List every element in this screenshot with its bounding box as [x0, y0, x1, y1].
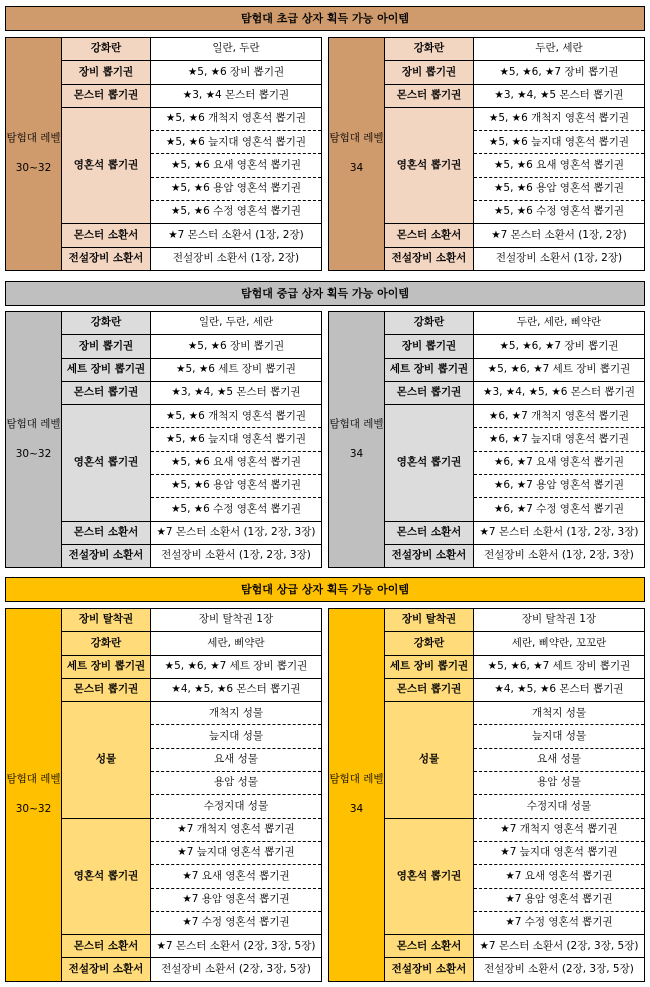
item-value-cell: ★3, ★4, ★5 몬스터 뽑기권 — [474, 84, 645, 107]
item-value-cell: ★7 용암 영혼석 뽑기권 — [474, 888, 645, 911]
category-cell: 몬스터 뽑기권 — [62, 84, 151, 107]
section-title: 탐험대 초급 상자 획득 가능 아이템 — [5, 6, 645, 31]
level-range: 34 — [349, 802, 364, 815]
category-cell: 강화란 — [62, 312, 151, 335]
table-row — [329, 312, 645, 335]
category-cell: 몬스터 뽑기권 — [62, 381, 151, 404]
item-value-cell: ★6, ★7 수정 영혼석 뽑기권 — [474, 498, 645, 521]
item-value-cell: ★3, ★4, ★5 몬스터 뽑기권 — [151, 381, 322, 404]
item-value-cell: ★5, ★6 개척지 영혼석 뽑기권 — [474, 107, 645, 130]
item-value-cell: ★7 몬스터 소환서 (2장, 3장, 5장) — [474, 935, 645, 958]
category-cell: 영혼석 뽑기권 — [385, 405, 474, 521]
item-value-cell: ★7 요새 영혼석 뽑기권 — [474, 865, 645, 888]
item-value-cell: ★4, ★5, ★6 몬스터 뽑기권 — [474, 678, 645, 701]
item-value-cell: ★5, ★6 요새 영혼석 뽑기권 — [474, 154, 645, 177]
item-value-cell: ★5, ★6 늪지대 영혼석 뽑기권 — [151, 428, 322, 451]
category-cell: 영혼석 뽑기권 — [62, 405, 151, 521]
section-title: 탐험대 상급 상자 획득 가능 아이템 — [5, 577, 645, 602]
category-cell: 장비 탈착권 — [62, 609, 151, 632]
category-cell: 영혼석 뽑기권 — [385, 818, 474, 934]
item-value-cell: ★5, ★6 용암 영혼석 뽑기권 — [474, 177, 645, 200]
category-cell: 장비 뽑기권 — [62, 335, 151, 358]
item-value-cell: 일란, 두란 — [151, 38, 322, 61]
category-cell: 강화란 — [62, 38, 151, 61]
item-table-left — [5, 311, 322, 568]
level-range: 30~32 — [15, 447, 52, 460]
item-value-cell: ★5, ★6 수정 영혼석 뽑기권 — [151, 498, 322, 521]
item-value-cell: ★7 수정 영혼석 뽑기권 — [151, 911, 322, 934]
level-label: 탐험대 레벨 — [329, 773, 384, 786]
category-cell: 성물 — [385, 702, 474, 818]
item-value-cell: ★6, ★7 늪지대 영혼석 뽑기권 — [474, 428, 645, 451]
item-value-cell: ★5, ★6, ★7 세트 장비 뽑기권 — [474, 655, 645, 678]
item-value-cell: ★5, ★6, ★7 장비 뽑기권 — [474, 335, 645, 358]
category-cell: 강화란 — [385, 38, 474, 61]
item-value-cell: ★7 요새 영혼석 뽑기권 — [151, 865, 322, 888]
item-value-cell: 용암 성물 — [151, 772, 322, 795]
category-cell: 몬스터 소환서 — [62, 935, 151, 958]
item-value-cell: ★6, ★7 용암 영혼석 뽑기권 — [474, 475, 645, 498]
item-value-cell: 장비 탈착권 1장 — [474, 609, 645, 632]
item-value-cell: ★7 늪지대 영혼석 뽑기권 — [474, 841, 645, 864]
item-value-cell: 요새 성물 — [474, 748, 645, 771]
item-value-cell: 늪지대 성물 — [151, 725, 322, 748]
item-value-cell: 용암 성물 — [474, 772, 645, 795]
item-value-cell: ★5, ★6 세트 장비 뽑기권 — [151, 358, 322, 381]
category-cell: 몬스터 뽑기권 — [385, 84, 474, 107]
level-cell — [329, 609, 385, 982]
table-row — [329, 38, 645, 61]
item-table-left — [5, 37, 322, 271]
item-value-cell: 전설장비 소환서 (2장, 3장, 5장) — [474, 958, 645, 981]
item-value-cell: 일란, 두란, 세란 — [151, 312, 322, 335]
level-label: 탐험대 레벨 — [329, 132, 384, 145]
category-cell: 전설장비 소환서 — [385, 958, 474, 981]
category-cell: 몬스터 소환서 — [62, 521, 151, 544]
item-value-cell: 수정지대 성물 — [474, 795, 645, 818]
category-cell: 강화란 — [385, 312, 474, 335]
item-value-cell: ★7 개척지 영혼석 뽑기권 — [151, 818, 322, 841]
item-value-cell: ★5, ★6, ★7 세트 장비 뽑기권 — [151, 655, 322, 678]
item-value-cell: ★5, ★6 늪지대 영혼석 뽑기권 — [474, 131, 645, 154]
level-cell — [329, 38, 385, 271]
item-value-cell: 전설장비 소환서 (1장, 2장, 3장) — [151, 544, 322, 567]
level-label: 탐험대 레벨 — [329, 418, 384, 431]
item-value-cell: 개척지 성물 — [151, 702, 322, 725]
item-value-cell: ★5, ★6 개척지 영혼석 뽑기권 — [151, 107, 322, 130]
level-range: 30~32 — [15, 161, 52, 174]
level-cell — [6, 312, 62, 568]
item-value-cell: ★7 몬스터 소환서 (1장, 2장, 3장) — [474, 521, 645, 544]
item-value-cell: ★3, ★4, ★5, ★6 몬스터 뽑기권 — [474, 381, 645, 404]
category-cell: 전설장비 소환서 — [385, 544, 474, 567]
category-cell: 영혼석 뽑기권 — [62, 818, 151, 934]
item-table-right — [328, 608, 645, 982]
category-cell: 몬스터 뽑기권 — [385, 381, 474, 404]
category-cell: 성물 — [62, 702, 151, 818]
item-value-cell: 개척지 성물 — [474, 702, 645, 725]
item-value-cell: ★4, ★5, ★6 몬스터 뽑기권 — [151, 678, 322, 701]
table-row — [6, 609, 322, 632]
item-value-cell: 두란, 세란, 삐약란 — [474, 312, 645, 335]
item-value-cell: 전설장비 소환서 (2장, 3장, 5장) — [151, 958, 322, 981]
item-value-cell: ★5, ★6 요새 영혼석 뽑기권 — [151, 451, 322, 474]
item-value-cell: ★3, ★4 몬스터 뽑기권 — [151, 84, 322, 107]
category-cell: 강화란 — [62, 632, 151, 655]
item-table-right — [328, 37, 645, 271]
category-cell: 몬스터 소환서 — [385, 935, 474, 958]
level-range: 34 — [349, 161, 364, 174]
table-row — [329, 609, 645, 632]
item-value-cell: 장비 탈착권 1장 — [151, 609, 322, 632]
item-value-cell: ★5, ★6 용암 영혼석 뽑기권 — [151, 475, 322, 498]
item-value-cell: ★7 몬스터 소환서 (2장, 3장, 5장) — [151, 935, 322, 958]
item-value-cell: ★6, ★7 개척지 영혼석 뽑기권 — [474, 405, 645, 428]
category-cell: 장비 뽑기권 — [385, 61, 474, 84]
item-table-left — [5, 608, 322, 982]
category-cell: 몬스터 뽑기권 — [385, 678, 474, 701]
item-value-cell: ★5, ★6 요새 영혼석 뽑기권 — [151, 154, 322, 177]
category-cell: 몬스터 뽑기권 — [62, 678, 151, 701]
item-value-cell: ★6, ★7 요새 영혼석 뽑기권 — [474, 451, 645, 474]
item-value-cell: 늪지대 성물 — [474, 725, 645, 748]
category-cell: 세트 장비 뽑기권 — [385, 358, 474, 381]
category-cell: 강화란 — [385, 632, 474, 655]
item-value-cell: ★5, ★6 장비 뽑기권 — [151, 61, 322, 84]
category-cell: 전설장비 소환서 — [62, 247, 151, 270]
item-value-cell: ★7 몬스터 소환서 (1장, 2장) — [474, 224, 645, 247]
category-cell: 세트 장비 뽑기권 — [62, 655, 151, 678]
category-cell: 몬스터 소환서 — [385, 224, 474, 247]
item-value-cell: 전설장비 소환서 (1장, 2장, 3장) — [474, 544, 645, 567]
item-value-cell: ★5, ★6 늪지대 영혼석 뽑기권 — [151, 131, 322, 154]
level-cell — [6, 38, 62, 271]
item-value-cell: 세란, 삐약란, 꼬꼬란 — [474, 632, 645, 655]
item-value-cell: ★5, ★6 수정 영혼석 뽑기권 — [151, 201, 322, 224]
item-value-cell: 전설장비 소환서 (1장, 2장) — [151, 247, 322, 270]
category-cell: 세트 장비 뽑기권 — [62, 358, 151, 381]
category-cell: 장비 뽑기권 — [62, 61, 151, 84]
category-cell: 영혼석 뽑기권 — [62, 107, 151, 223]
item-value-cell: ★7 용암 영혼석 뽑기권 — [151, 888, 322, 911]
level-range: 34 — [349, 447, 364, 460]
table-row — [6, 312, 322, 335]
item-value-cell: ★5, ★6 용암 영혼석 뽑기권 — [151, 177, 322, 200]
item-value-cell: 요새 성물 — [151, 748, 322, 771]
table-row — [6, 38, 322, 61]
item-value-cell: ★7 늪지대 영혼석 뽑기권 — [151, 841, 322, 864]
level-cell — [6, 609, 62, 982]
category-cell: 세트 장비 뽑기권 — [385, 655, 474, 678]
item-value-cell: 두란, 세란 — [474, 38, 645, 61]
level-label: 탐험대 레벨 — [6, 773, 61, 786]
item-table-right — [328, 311, 645, 568]
category-cell: 몬스터 소환서 — [62, 224, 151, 247]
section-title: 탐험대 중급 상자 획득 가능 아이템 — [5, 281, 645, 306]
item-value-cell: 수정지대 성물 — [151, 795, 322, 818]
item-value-cell: ★7 수정 영혼석 뽑기권 — [474, 911, 645, 934]
item-value-cell: 세란, 삐약란 — [151, 632, 322, 655]
item-value-cell: ★5, ★6 장비 뽑기권 — [151, 335, 322, 358]
item-value-cell: 전설장비 소환서 (1장, 2장) — [474, 247, 645, 270]
item-value-cell: ★5, ★6 수정 영혼석 뽑기권 — [474, 201, 645, 224]
category-cell: 영혼석 뽑기권 — [385, 107, 474, 223]
level-label: 탐험대 레벨 — [6, 132, 61, 145]
item-value-cell: ★7 개척지 영혼석 뽑기권 — [474, 818, 645, 841]
category-cell: 몬스터 소환서 — [385, 521, 474, 544]
item-value-cell: ★5, ★6, ★7 세트 장비 뽑기권 — [474, 358, 645, 381]
item-value-cell: ★5, ★6, ★7 장비 뽑기권 — [474, 61, 645, 84]
item-value-cell: ★7 몬스터 소환서 (1장, 2장) — [151, 224, 322, 247]
category-cell: 전설장비 소환서 — [385, 247, 474, 270]
item-value-cell: ★7 몬스터 소환서 (1장, 2장, 3장) — [151, 521, 322, 544]
level-range: 30~32 — [15, 802, 52, 815]
item-value-cell: ★5, ★6 개척지 영혼석 뽑기권 — [151, 405, 322, 428]
category-cell: 장비 뽑기권 — [385, 335, 474, 358]
level-cell — [329, 312, 385, 568]
level-label: 탐험대 레벨 — [6, 418, 61, 431]
category-cell: 전설장비 소환서 — [62, 958, 151, 981]
category-cell: 전설장비 소환서 — [62, 544, 151, 567]
category-cell: 장비 탈착권 — [385, 609, 474, 632]
